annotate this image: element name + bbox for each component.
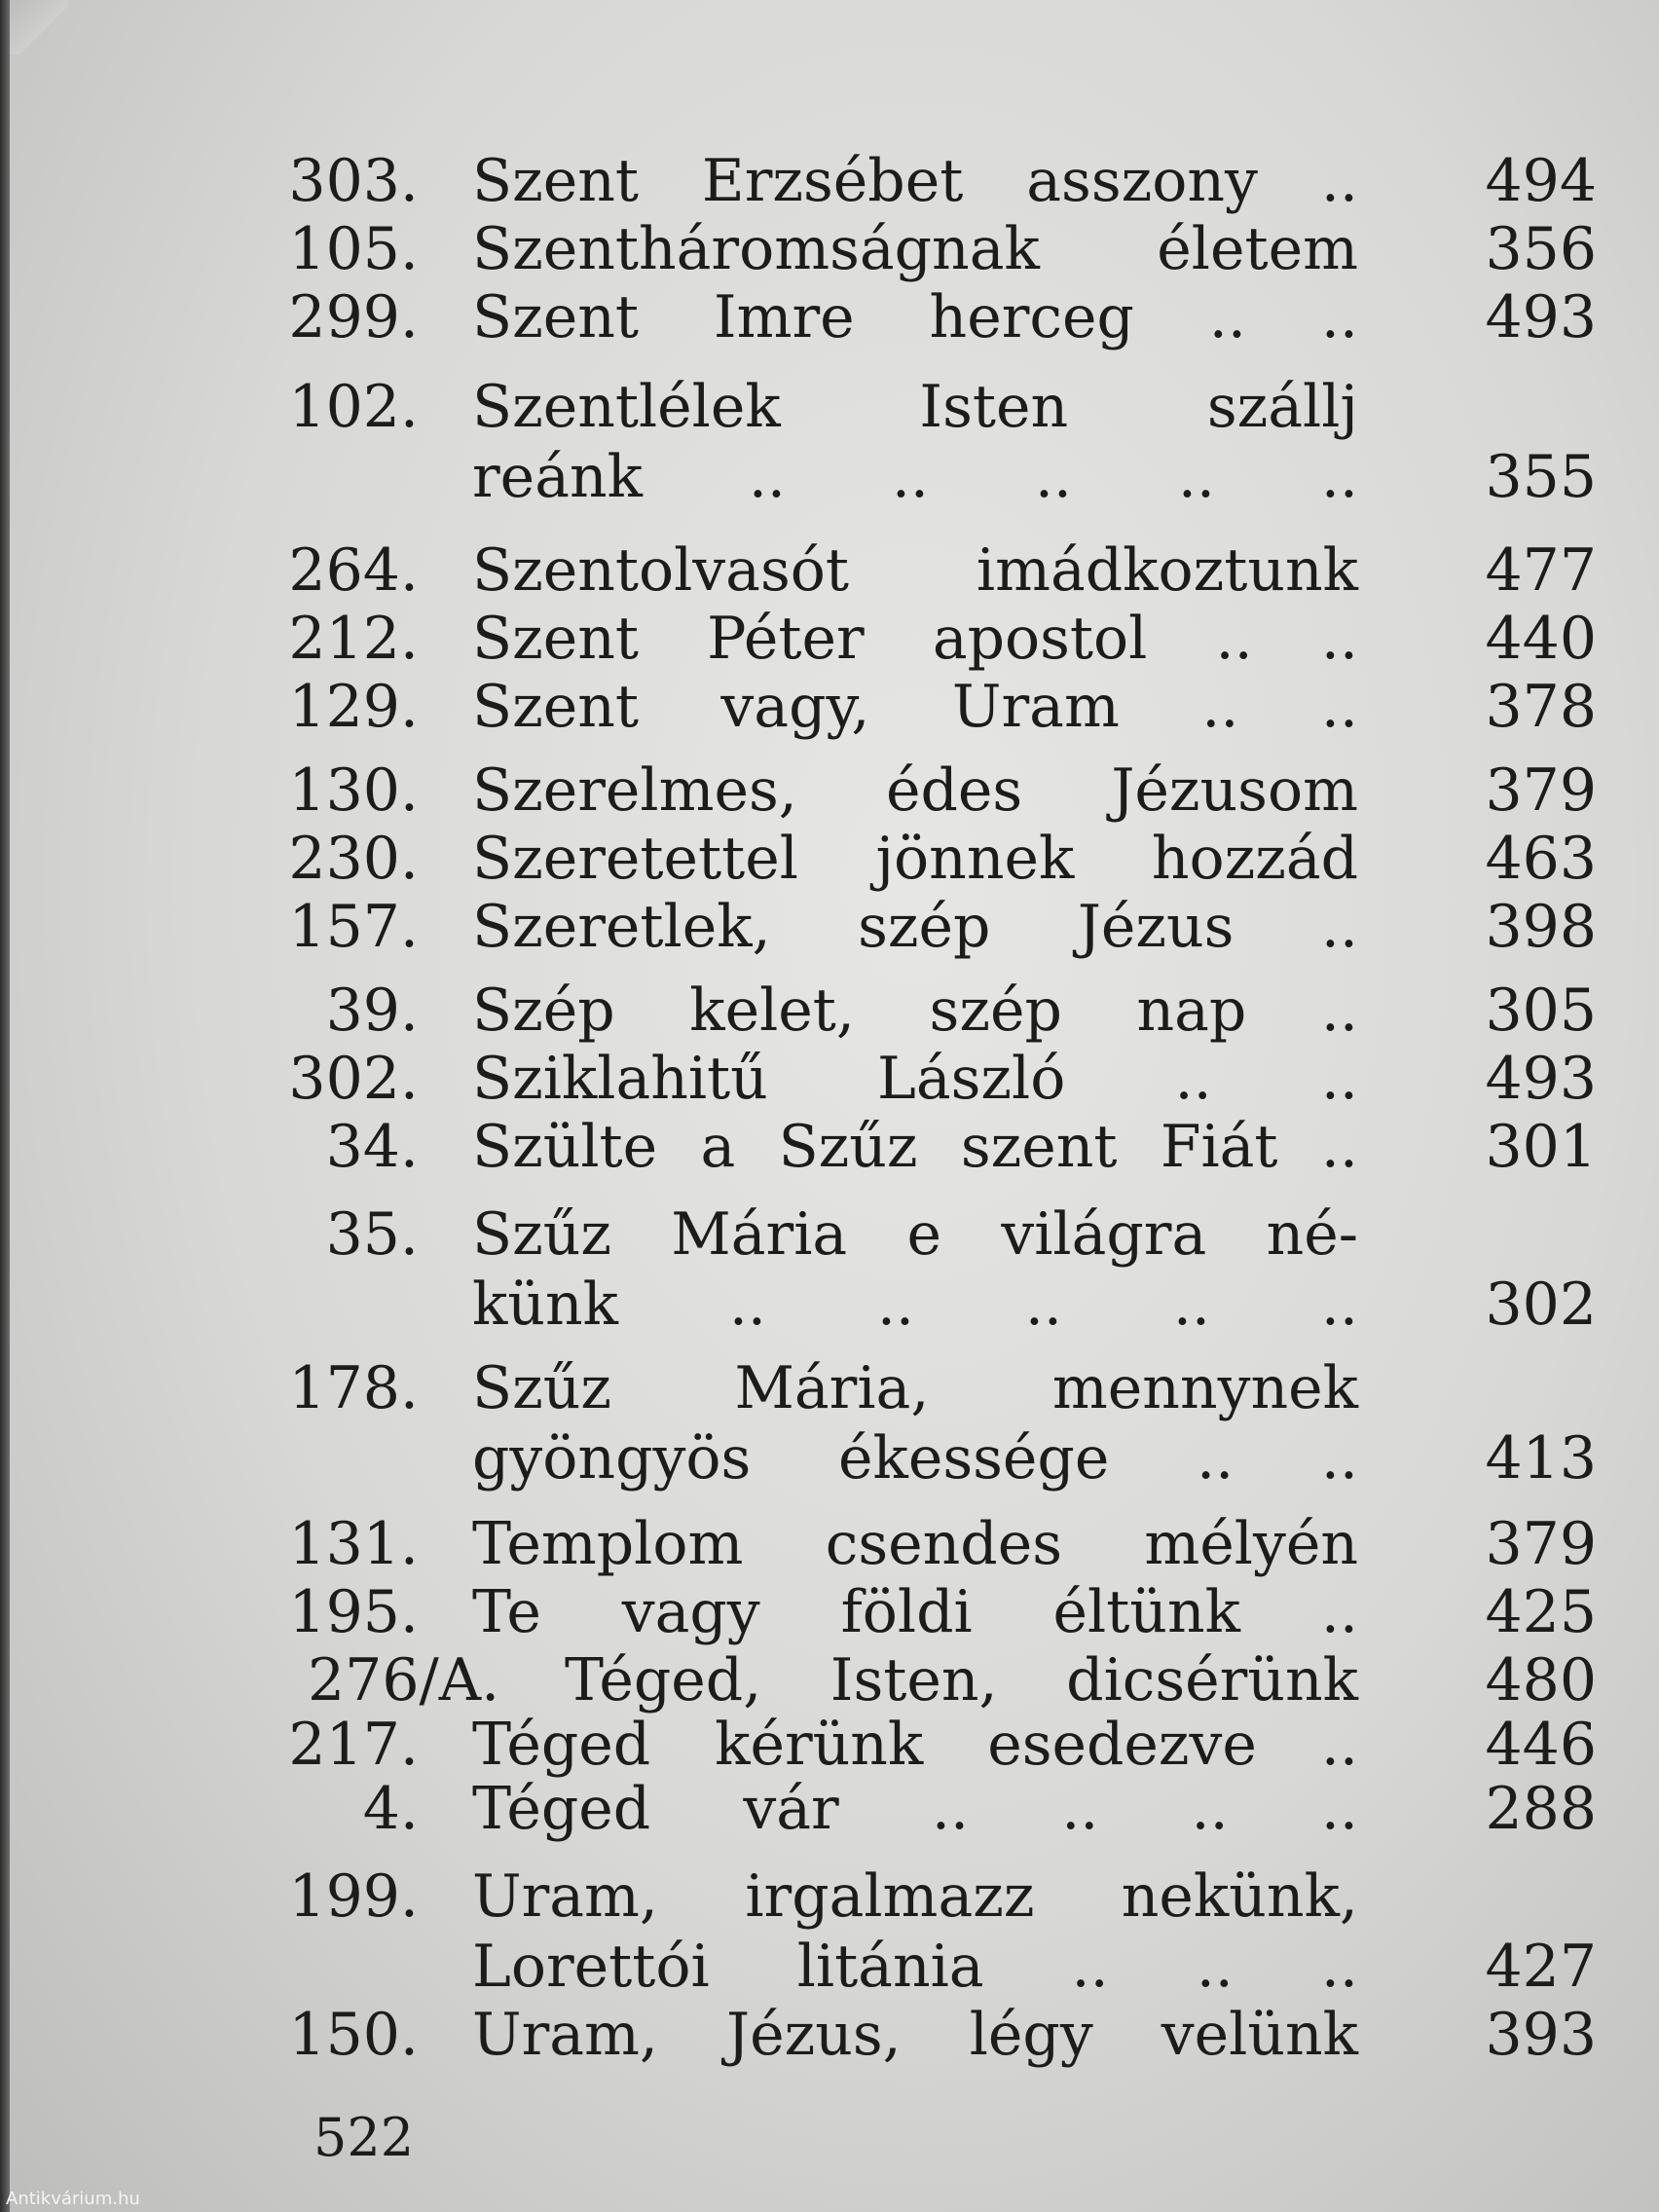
entry-number: 105. [288,215,419,283]
entry-page: 356 [1485,215,1597,283]
entry-page: 379 [1485,756,1597,825]
entry-number: 4. [362,1775,419,1843]
entry-number: 195. [288,1578,419,1646]
entry-title: Szűz Mária e világra né- [472,1200,1358,1269]
entry-page: 480 [1485,1646,1597,1714]
entry-title: Szép kelet, szép nap .. [472,977,1358,1045]
entry-title: Szeretlek, szép Jézus .. [472,893,1358,961]
entry-page: 398 [1485,893,1597,961]
entry-title-continuation: reánk .. .. .. .. .. [472,443,1358,511]
entry-title: Szülte a Szűz szent Fiát .. [472,1113,1358,1181]
entry-number: 276/A. [308,1646,500,1714]
page-number: 522 [313,2107,415,2168]
entry-title: Szent Erzsébet asszony .. [472,147,1358,215]
entry-title: Sziklahitű László .. .. [472,1045,1358,1113]
page-edge-shadow [0,0,10,2212]
entry-title-continuation: Lorettói litánia .. .. .. [472,1933,1358,2001]
entry-title: Templom csendes mélyén [472,1510,1358,1578]
entry-page: 288 [1485,1775,1597,1843]
entry-number: 150. [288,2001,419,2069]
entry-title-continuation: künk .. .. .. .. .. [472,1271,1358,1339]
entry-number: 212. [288,605,419,673]
entry-page: 463 [1485,825,1597,893]
entry-title: Szerelmes, édes Jézusom [472,756,1358,825]
entry-title: Téged vár .. .. .. .. [472,1775,1358,1843]
entry-page: 425 [1485,1578,1597,1646]
entry-number: 299. [288,283,419,351]
entry-page: 493 [1485,283,1597,351]
corner-fold [0,0,68,55]
entry-page: 305 [1485,977,1597,1045]
entry-number: 199. [288,1862,419,1931]
entry-title: Szentháromságnak életem [472,215,1358,283]
entry-title: Szentlélek Isten szállj [472,373,1358,441]
entry-page: 393 [1485,2001,1597,2069]
entry-number: 230. [288,825,419,893]
entry-page: 378 [1485,673,1597,741]
entry-number: 39. [325,977,419,1045]
entry-number: 131. [288,1510,419,1578]
entry-page: 440 [1485,605,1597,673]
entry-title-continuation: gyöngyös ékessége .. .. [472,1424,1358,1493]
entry-page: 379 [1485,1510,1597,1578]
entry-number: 35. [325,1200,419,1269]
entry-page: 493 [1485,1045,1597,1113]
entry-title: Szentolvasót imádkoztunk [472,536,1358,605]
entry-title: Szűz Mária, mennynek [472,1354,1358,1422]
entry-number: 303. [288,147,419,215]
entry-number: 302. [288,1045,419,1113]
entry-page: 301 [1485,1113,1597,1181]
entry-page: 446 [1485,1711,1597,1779]
entry-title: Te vagy földi éltünk .. [472,1578,1358,1646]
entry-page: 477 [1485,536,1597,605]
entry-title: Uram, Jézus, légy velünk [472,2001,1358,2069]
entry-title: Szent vagy, Uram .. .. [472,673,1358,741]
entry-number: 264. [288,536,419,605]
entry-title: Téged kérünk esedezve .. [472,1711,1358,1779]
entry-page: 494 [1485,147,1597,215]
entry-number: 129. [288,673,419,741]
entry-title: Uram, irgalmazz nekünk, [472,1862,1358,1931]
entry-number: 178. [288,1354,419,1422]
entry-title: Szent Imre herceg .. .. [472,283,1358,351]
entry-page: 427 [1485,1933,1597,2001]
watermark-text: Antikvárium.hu [6,2189,140,2209]
entry-number: 157. [288,893,419,961]
entry-number: 102. [288,373,419,441]
entry-number: 34. [325,1113,419,1181]
entry-title: Téged, Isten, dicsérünk [565,1646,1358,1714]
entry-number: 130. [288,756,419,825]
entry-page: 413 [1485,1424,1597,1493]
entry-title: Szent Péter apostol .. .. [472,605,1358,673]
entry-title: Szeretettel jönnek hozzád [472,825,1358,893]
entry-page: 355 [1485,443,1597,511]
entry-number: 217. [288,1711,419,1779]
entry-page: 302 [1485,1271,1597,1339]
